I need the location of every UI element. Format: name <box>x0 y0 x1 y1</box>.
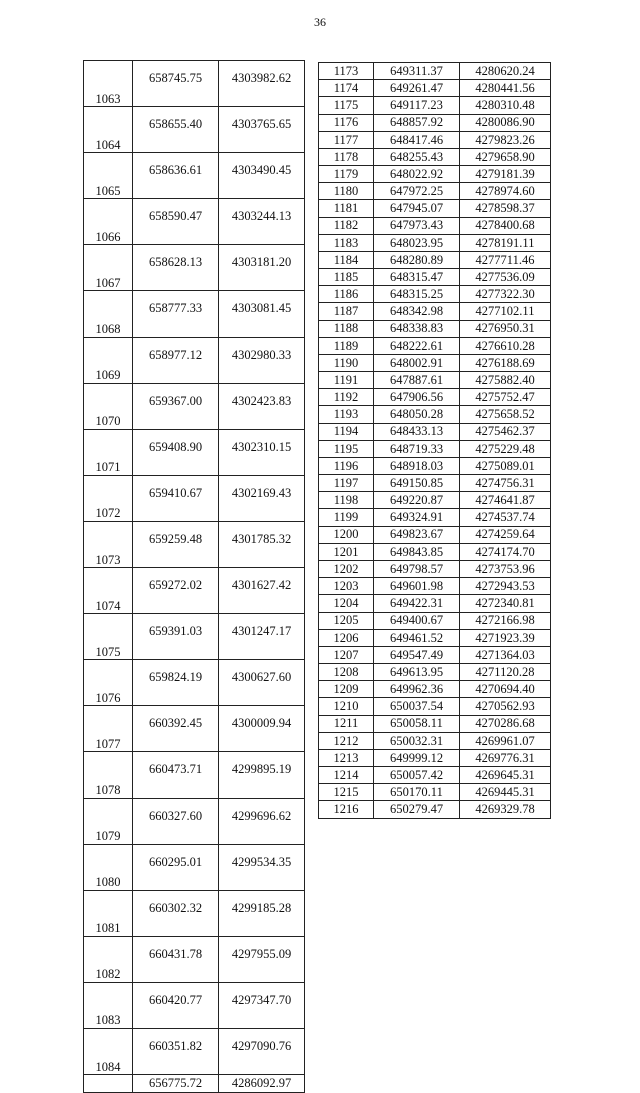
table-row <box>319 681 551 698</box>
y-coordinate-cell: 4269445.31 <box>460 784 551 801</box>
y-coordinate-cell: 4275658.52 <box>460 406 551 423</box>
x-coordinate-cell: 649422.31 <box>374 595 460 612</box>
point-id-cell: 1197 <box>319 475 374 492</box>
y-coordinate-cell: 4278400.68 <box>460 217 551 234</box>
x-coordinate-cell: 649220.87 <box>374 492 460 509</box>
y-coordinate-cell: 4303765.65 <box>219 107 305 153</box>
table-row <box>319 664 551 681</box>
x-coordinate-cell: 650037.54 <box>374 698 460 715</box>
point-id-cell: 1178 <box>319 148 374 165</box>
table-row <box>319 406 551 423</box>
table-row <box>319 320 551 337</box>
table-row <box>319 389 551 406</box>
y-coordinate-cell: 4278974.60 <box>460 183 551 200</box>
point-id-cell: 1215 <box>319 784 374 801</box>
point-id-cell: 1182 <box>319 217 374 234</box>
x-coordinate-cell: 648022.92 <box>374 166 460 183</box>
right-table-body <box>319 63 551 819</box>
table-row <box>84 568 305 614</box>
table-row <box>84 982 305 1028</box>
point-id-cell: 1083 <box>84 982 133 1028</box>
y-coordinate-cell: 4278191.11 <box>460 234 551 251</box>
table-row <box>319 784 551 801</box>
x-coordinate-cell: 658590.47 <box>133 199 219 245</box>
x-coordinate-cell: 647972.25 <box>374 183 460 200</box>
table-row <box>319 166 551 183</box>
table-row <box>84 706 305 752</box>
table-row <box>319 749 551 766</box>
x-coordinate-cell: 648315.47 <box>374 269 460 286</box>
point-id-cell: 1080 <box>84 844 133 890</box>
y-coordinate-cell: 4303244.13 <box>219 199 305 245</box>
point-id-cell: 1188 <box>319 320 374 337</box>
y-coordinate-cell: 4272943.53 <box>460 578 551 595</box>
point-id-cell: 1074 <box>84 568 133 614</box>
y-coordinate-cell: 4276610.28 <box>460 337 551 354</box>
table-row <box>84 153 305 199</box>
table-row <box>319 423 551 440</box>
table-row <box>84 475 305 521</box>
y-coordinate-cell: 4271120.28 <box>460 664 551 681</box>
point-id-cell: 1185 <box>319 269 374 286</box>
point-id-cell: 1070 <box>84 383 133 429</box>
x-coordinate-cell: 650279.47 <box>374 801 460 818</box>
point-id-cell: 1073 <box>84 521 133 567</box>
point-id-cell: 1212 <box>319 732 374 749</box>
y-coordinate-cell: 4299696.62 <box>219 798 305 844</box>
x-coordinate-cell: 656775.72 <box>133 1075 219 1093</box>
y-coordinate-cell: 4276950.31 <box>460 320 551 337</box>
point-id-cell: 1177 <box>319 131 374 148</box>
point-id-cell: 1077 <box>84 706 133 752</box>
x-coordinate-cell: 658655.40 <box>133 107 219 153</box>
x-coordinate-cell: 648222.61 <box>374 337 460 354</box>
table-row <box>319 80 551 97</box>
point-id-cell: 1184 <box>319 251 374 268</box>
y-coordinate-cell: 4274259.64 <box>460 526 551 543</box>
x-coordinate-cell: 648342.98 <box>374 303 460 320</box>
table-row <box>319 97 551 114</box>
y-coordinate-cell: 4303490.45 <box>219 153 305 199</box>
y-coordinate-cell: 4279181.39 <box>460 166 551 183</box>
point-id-cell: 1198 <box>319 492 374 509</box>
point-id-cell: 1066 <box>84 199 133 245</box>
table-row <box>319 372 551 389</box>
y-coordinate-cell: 4275462.37 <box>460 423 551 440</box>
table-row <box>319 131 551 148</box>
x-coordinate-cell: 649311.37 <box>374 63 460 80</box>
left-table-body <box>84 61 305 1093</box>
x-coordinate-cell: 649999.12 <box>374 749 460 766</box>
y-coordinate-cell: 4271923.39 <box>460 629 551 646</box>
point-id-cell: 1082 <box>84 936 133 982</box>
x-coordinate-cell: 648417.46 <box>374 131 460 148</box>
y-coordinate-cell: 4279658.90 <box>460 148 551 165</box>
y-coordinate-cell: 4300009.94 <box>219 706 305 752</box>
table-row <box>319 492 551 509</box>
x-coordinate-cell: 648050.28 <box>374 406 460 423</box>
x-coordinate-cell: 648315.25 <box>374 286 460 303</box>
point-id-cell: 1211 <box>319 715 374 732</box>
y-coordinate-cell: 4301785.32 <box>219 521 305 567</box>
x-coordinate-cell: 649261.47 <box>374 80 460 97</box>
point-id-cell: 1186 <box>319 286 374 303</box>
table-row <box>319 801 551 818</box>
table-row <box>84 1028 305 1074</box>
x-coordinate-cell: 650170.11 <box>374 784 460 801</box>
point-id-cell: 1176 <box>319 114 374 131</box>
table-row <box>319 440 551 457</box>
point-id-cell: 1068 <box>84 291 133 337</box>
y-coordinate-cell: 4276188.69 <box>460 354 551 371</box>
y-coordinate-cell: 4302423.83 <box>219 383 305 429</box>
x-coordinate-cell: 648719.33 <box>374 440 460 457</box>
y-coordinate-cell: 4297955.09 <box>219 936 305 982</box>
table-row <box>319 526 551 543</box>
point-id-cell: 1205 <box>319 612 374 629</box>
table-row <box>84 660 305 706</box>
x-coordinate-cell: 659391.03 <box>133 614 219 660</box>
y-coordinate-cell: 4269961.07 <box>460 732 551 749</box>
y-coordinate-cell: 4279823.26 <box>460 131 551 148</box>
y-coordinate-cell: 4280620.24 <box>460 63 551 80</box>
y-coordinate-cell: 4275752.47 <box>460 389 551 406</box>
table-row <box>319 234 551 251</box>
x-coordinate-cell: 649461.52 <box>374 629 460 646</box>
table-row <box>319 543 551 560</box>
x-coordinate-cell: 650057.42 <box>374 767 460 784</box>
y-coordinate-cell: 4280441.56 <box>460 80 551 97</box>
y-coordinate-cell: 4277536.09 <box>460 269 551 286</box>
x-coordinate-cell: 649843.85 <box>374 543 460 560</box>
table-row <box>84 337 305 383</box>
x-coordinate-cell: 650058.11 <box>374 715 460 732</box>
table-row <box>319 560 551 577</box>
point-id-cell: 1180 <box>319 183 374 200</box>
point-id-cell: 1216 <box>319 801 374 818</box>
point-id-cell: 1203 <box>319 578 374 595</box>
table-row <box>84 890 305 936</box>
table-row <box>319 63 551 80</box>
y-coordinate-cell: 4269329.78 <box>460 801 551 818</box>
x-coordinate-cell: 659367.00 <box>133 383 219 429</box>
table-row <box>319 251 551 268</box>
y-coordinate-cell: 4269776.31 <box>460 749 551 766</box>
y-coordinate-cell: 4270694.40 <box>460 681 551 698</box>
x-coordinate-cell: 649117.23 <box>374 97 460 114</box>
point-id-cell: 1183 <box>319 234 374 251</box>
table-row <box>84 844 305 890</box>
point-id-cell: 1072 <box>84 475 133 521</box>
y-coordinate-cell: 4302980.33 <box>219 337 305 383</box>
y-coordinate-cell: 4277711.46 <box>460 251 551 268</box>
y-coordinate-cell: 4270286.68 <box>460 715 551 732</box>
x-coordinate-cell: 658777.33 <box>133 291 219 337</box>
point-id-cell: 1084 <box>84 1028 133 1074</box>
y-coordinate-cell: 4299185.28 <box>219 890 305 936</box>
table-row <box>84 199 305 245</box>
point-id-cell: 1207 <box>319 646 374 663</box>
x-coordinate-cell: 660351.82 <box>133 1028 219 1074</box>
point-id-cell: 1201 <box>319 543 374 560</box>
x-coordinate-cell: 660431.78 <box>133 936 219 982</box>
y-coordinate-cell: 4303081.45 <box>219 291 305 337</box>
y-coordinate-cell: 4274641.87 <box>460 492 551 509</box>
table-row <box>319 698 551 715</box>
y-coordinate-cell: 4275882.40 <box>460 372 551 389</box>
x-coordinate-cell: 649324.91 <box>374 509 460 526</box>
y-coordinate-cell: 4270562.93 <box>460 698 551 715</box>
y-coordinate-cell: 4297090.76 <box>219 1028 305 1074</box>
point-id-cell: 1190 <box>319 354 374 371</box>
table-row <box>319 578 551 595</box>
point-id-cell: 1187 <box>319 303 374 320</box>
y-coordinate-cell: 4299895.19 <box>219 752 305 798</box>
y-coordinate-cell: 4271364.03 <box>460 646 551 663</box>
point-id-cell: 1202 <box>319 560 374 577</box>
point-id-cell <box>84 1075 133 1093</box>
point-id-cell: 1195 <box>319 440 374 457</box>
table-row <box>319 354 551 371</box>
table-row <box>319 457 551 474</box>
table-row <box>319 732 551 749</box>
x-coordinate-cell: 659272.02 <box>133 568 219 614</box>
table-row <box>319 217 551 234</box>
x-coordinate-cell: 648002.91 <box>374 354 460 371</box>
table-row <box>319 303 551 320</box>
y-coordinate-cell: 4277102.11 <box>460 303 551 320</box>
point-id-cell: 1210 <box>319 698 374 715</box>
point-id-cell: 1075 <box>84 614 133 660</box>
table-row <box>319 269 551 286</box>
x-coordinate-cell: 660295.01 <box>133 844 219 890</box>
x-coordinate-cell: 659824.19 <box>133 660 219 706</box>
x-coordinate-cell: 648255.43 <box>374 148 460 165</box>
page-number: 36 <box>314 15 326 29</box>
table-row <box>319 183 551 200</box>
point-id-cell: 1065 <box>84 153 133 199</box>
table-row <box>84 798 305 844</box>
x-coordinate-cell: 658745.75 <box>133 61 219 107</box>
x-coordinate-cell: 660392.45 <box>133 706 219 752</box>
x-coordinate-cell: 648280.89 <box>374 251 460 268</box>
x-coordinate-cell: 647906.56 <box>374 389 460 406</box>
table-row <box>319 715 551 732</box>
x-coordinate-cell: 649823.67 <box>374 526 460 543</box>
point-id-cell: 1209 <box>319 681 374 698</box>
point-id-cell: 1196 <box>319 457 374 474</box>
y-coordinate-cell: 4302310.15 <box>219 429 305 475</box>
table-row <box>84 107 305 153</box>
x-coordinate-cell: 658628.13 <box>133 245 219 291</box>
table-row <box>319 595 551 612</box>
point-id-cell: 1067 <box>84 245 133 291</box>
x-coordinate-cell: 658636.61 <box>133 153 219 199</box>
x-coordinate-cell: 649613.95 <box>374 664 460 681</box>
point-id-cell: 1076 <box>84 660 133 706</box>
y-coordinate-cell: 4302169.43 <box>219 475 305 521</box>
x-coordinate-cell: 647973.43 <box>374 217 460 234</box>
point-id-cell: 1081 <box>84 890 133 936</box>
table-row <box>84 521 305 567</box>
y-coordinate-cell: 4272340.81 <box>460 595 551 612</box>
point-id-cell: 1199 <box>319 509 374 526</box>
y-coordinate-cell: 4303982.62 <box>219 61 305 107</box>
point-id-cell: 1214 <box>319 767 374 784</box>
x-coordinate-cell: 650032.31 <box>374 732 460 749</box>
x-coordinate-cell: 659408.90 <box>133 429 219 475</box>
point-id-cell: 1208 <box>319 664 374 681</box>
point-id-cell: 1204 <box>319 595 374 612</box>
point-id-cell: 1079 <box>84 798 133 844</box>
y-coordinate-cell: 4277322.30 <box>460 286 551 303</box>
table-row <box>319 475 551 492</box>
point-id-cell: 1174 <box>319 80 374 97</box>
table-row <box>319 767 551 784</box>
y-coordinate-cell: 4301627.42 <box>219 568 305 614</box>
y-coordinate-cell: 4280310.48 <box>460 97 551 114</box>
point-id-cell: 1213 <box>319 749 374 766</box>
x-coordinate-cell: 649798.57 <box>374 560 460 577</box>
x-coordinate-cell: 649150.85 <box>374 475 460 492</box>
x-coordinate-cell: 648857.92 <box>374 114 460 131</box>
point-id-cell: 1064 <box>84 107 133 153</box>
table-row <box>319 629 551 646</box>
x-coordinate-cell: 647887.61 <box>374 372 460 389</box>
x-coordinate-cell: 648433.13 <box>374 423 460 440</box>
x-coordinate-cell: 648918.03 <box>374 457 460 474</box>
point-id-cell: 1179 <box>319 166 374 183</box>
y-coordinate-cell: 4275089.01 <box>460 457 551 474</box>
x-coordinate-cell: 660473.71 <box>133 752 219 798</box>
left-coordinates-table <box>83 60 305 1093</box>
y-coordinate-cell: 4301247.17 <box>219 614 305 660</box>
x-coordinate-cell: 660327.60 <box>133 798 219 844</box>
point-id-cell: 1191 <box>319 372 374 389</box>
y-coordinate-cell: 4269645.31 <box>460 767 551 784</box>
table-row <box>319 148 551 165</box>
table-row <box>84 1075 305 1093</box>
table-row <box>84 936 305 982</box>
x-coordinate-cell: 659259.48 <box>133 521 219 567</box>
point-id-cell: 1189 <box>319 337 374 354</box>
y-coordinate-cell: 4274537.74 <box>460 509 551 526</box>
x-coordinate-cell: 648023.95 <box>374 234 460 251</box>
point-id-cell: 1181 <box>319 200 374 217</box>
x-coordinate-cell: 649547.49 <box>374 646 460 663</box>
point-id-cell: 1192 <box>319 389 374 406</box>
table-row <box>84 245 305 291</box>
y-coordinate-cell: 4297347.70 <box>219 982 305 1028</box>
y-coordinate-cell: 4299534.35 <box>219 844 305 890</box>
table-row <box>84 614 305 660</box>
point-id-cell: 1193 <box>319 406 374 423</box>
point-id-cell: 1078 <box>84 752 133 798</box>
x-coordinate-cell: 659410.67 <box>133 475 219 521</box>
table-row <box>84 429 305 475</box>
x-coordinate-cell: 649962.36 <box>374 681 460 698</box>
table-row <box>319 337 551 354</box>
y-coordinate-cell: 4275229.48 <box>460 440 551 457</box>
y-coordinate-cell: 4286092.97 <box>219 1075 305 1093</box>
x-coordinate-cell: 647945.07 <box>374 200 460 217</box>
y-coordinate-cell: 4280086.90 <box>460 114 551 131</box>
table-row <box>319 200 551 217</box>
x-coordinate-cell: 649601.98 <box>374 578 460 595</box>
y-coordinate-cell: 4274756.31 <box>460 475 551 492</box>
table-row <box>319 286 551 303</box>
table-row <box>319 646 551 663</box>
table-row <box>319 509 551 526</box>
right-coordinates-table <box>318 62 551 819</box>
point-id-cell: 1206 <box>319 629 374 646</box>
table-row <box>84 752 305 798</box>
x-coordinate-cell: 660302.32 <box>133 890 219 936</box>
table-row <box>319 114 551 131</box>
y-coordinate-cell: 4300627.60 <box>219 660 305 706</box>
table-row <box>84 291 305 337</box>
y-coordinate-cell: 4272166.98 <box>460 612 551 629</box>
x-coordinate-cell: 658977.12 <box>133 337 219 383</box>
table-row <box>319 612 551 629</box>
table-row <box>84 383 305 429</box>
point-id-cell: 1200 <box>319 526 374 543</box>
y-coordinate-cell: 4303181.20 <box>219 245 305 291</box>
y-coordinate-cell: 4274174.70 <box>460 543 551 560</box>
point-id-cell: 1069 <box>84 337 133 383</box>
table-row <box>84 61 305 107</box>
point-id-cell: 1194 <box>319 423 374 440</box>
point-id-cell: 1175 <box>319 97 374 114</box>
y-coordinate-cell: 4278598.37 <box>460 200 551 217</box>
x-coordinate-cell: 649400.67 <box>374 612 460 629</box>
x-coordinate-cell: 648338.83 <box>374 320 460 337</box>
y-coordinate-cell: 4273753.96 <box>460 560 551 577</box>
point-id-cell: 1173 <box>319 63 374 80</box>
point-id-cell: 1063 <box>84 61 133 107</box>
point-id-cell: 1071 <box>84 429 133 475</box>
x-coordinate-cell: 660420.77 <box>133 982 219 1028</box>
